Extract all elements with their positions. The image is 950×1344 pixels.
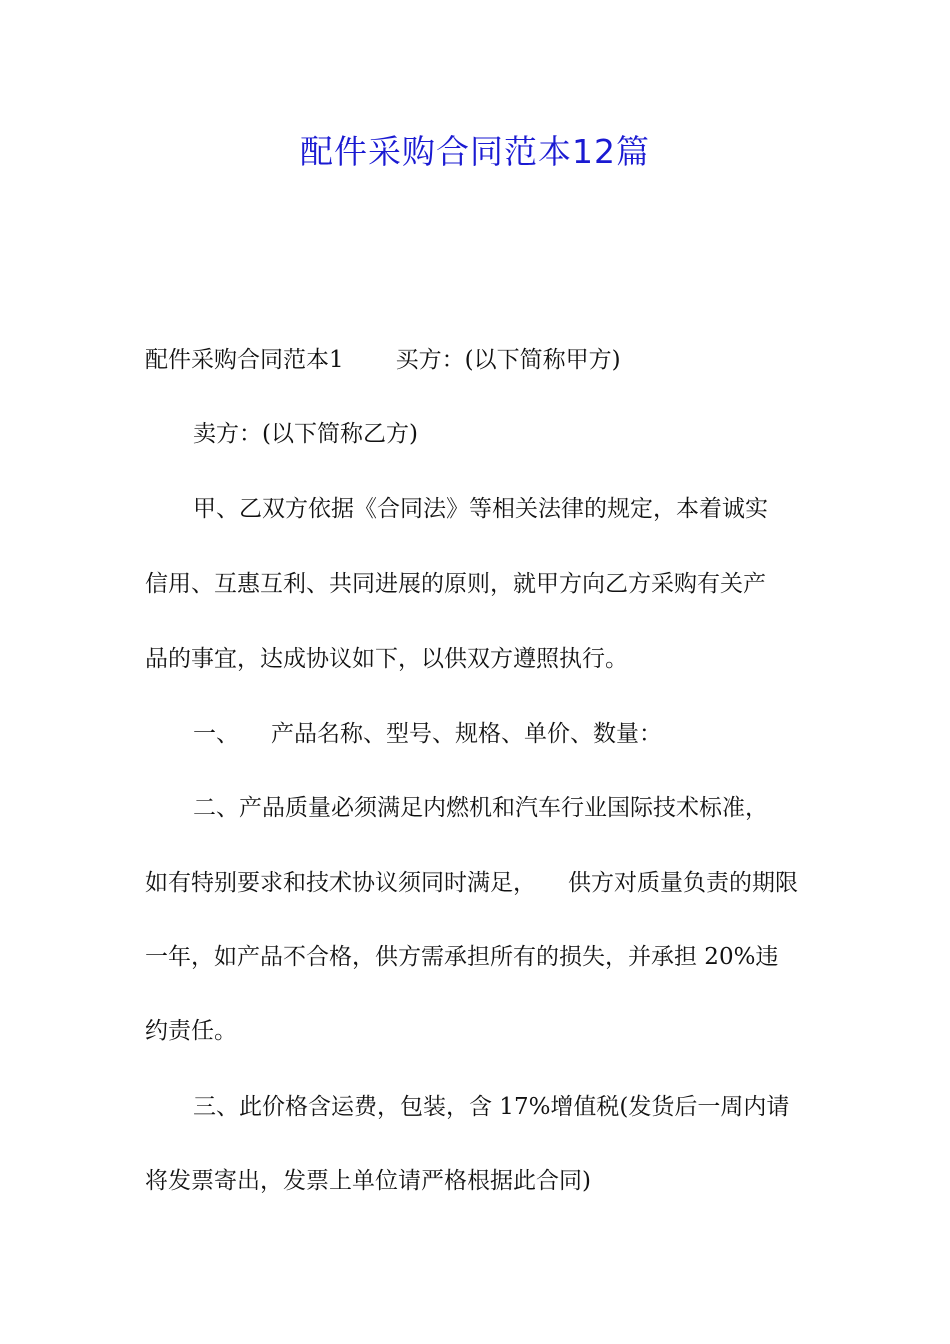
- clause-1-line: [193, 717, 662, 751]
- paragraph-line: 信用、互惠互利、共同进展的原则，就甲方向乙方采购有关产: [145, 571, 766, 597]
- paragraph-line: 品的事宜，达成协议如下，以供双方遵照执行。: [145, 646, 628, 672]
- clause-1-text: 产品名称、型号、规格、单价、数量：: [271, 721, 662, 747]
- seller-line: 卖方：(以下简称乙方): [193, 421, 418, 447]
- document-title: 配件采购合同范本12篇: [300, 132, 650, 171]
- clause-2-line: [145, 866, 798, 900]
- clause-1-number: 一、: [193, 721, 239, 747]
- clause-2-line: 二、产品质量必须满足内燃机和汽车行业国际技术标准，: [193, 795, 768, 821]
- paragraph-line: 甲、乙双方依据《合同法》等相关法律的规定，本着诚实: [193, 496, 768, 522]
- buyer-line: 买方：(以下简称甲方): [395, 347, 621, 373]
- section-heading-line: [145, 343, 621, 377]
- clause-2-line-part: 供方对质量负责的期限: [568, 870, 798, 896]
- clause-3-line: 三、此价格含运费，包装，含 17%增值税(发货后一周内请: [193, 1094, 790, 1120]
- clause-2-line: 一年，如产品不合格，供方需承担所有的损失，并承担 20%违: [145, 944, 779, 970]
- clause-2-line: 约责任。: [145, 1018, 237, 1044]
- clause-2-line-part: 如有特别要求和技术协议须同时满足，: [145, 870, 536, 896]
- section-heading: 配件采购合同范本1: [145, 347, 344, 373]
- clause-3-line: 将发票寄出，发票上单位请严格根据此合同): [145, 1168, 591, 1194]
